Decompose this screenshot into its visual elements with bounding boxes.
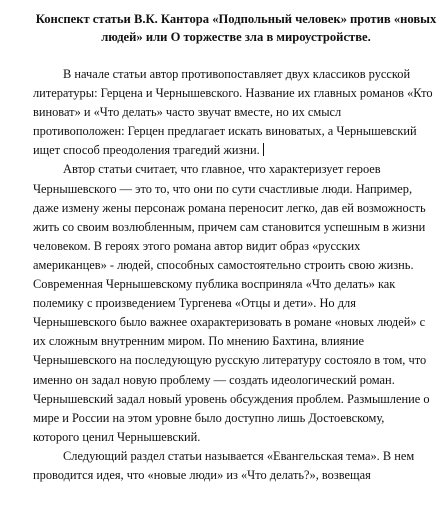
text-line: Чернышевский задал новый уровень обсуждения проблем. Размышление о <box>33 391 430 406</box>
text-line: В начале статьи автор противопоставляет двух классиков русской <box>63 67 411 81</box>
text-line: ищет способ преодоления трагедий жизни. <box>33 143 260 158</box>
text-line: их сложным внутренним миром. По мнению Бахтина, влияние <box>33 334 365 349</box>
paragraph-2[interactable] <box>33 160 439 446</box>
text-line: которого ценил Чернышевский. <box>33 429 201 444</box>
text-line: жить со своим возлюбленным, причем сам становится успешным в жизни <box>33 219 426 234</box>
text-line: Чернышевского было важнее охарактеризовать в романе «новых людей» с <box>33 315 426 330</box>
text-line: мире и России на этом уровне было доступно лишь Достоевскому, <box>33 410 385 425</box>
text-line: Следующий раздел статьи называется «Евангельская тема». В нем <box>63 448 415 463</box>
text-line: американцев» - людей, способных самостоятельно строить свою жизнь. <box>33 257 414 272</box>
paragraph-3[interactable] <box>33 447 439 485</box>
document-title <box>33 10 439 46</box>
title-line: Конспект статьи В.К. Кантора «Подпольный человек» против «новых <box>35 12 437 26</box>
paragraph-1[interactable] <box>33 65 439 160</box>
text-cursor <box>263 143 264 156</box>
text-line: Автор статьи считает, что главное, что характеризует героев <box>63 162 381 177</box>
text-line: полемику с произведением Тургенева «Отцы и дети». Но для <box>33 296 356 311</box>
text-line: Чернышевского на последующую русскую литературу состояло в том, что <box>33 353 427 368</box>
text-line: человеком. В героях этого романа автор видит образ «русских <box>33 238 361 253</box>
text-line: Современная Чернышевскому публика восприняла «Что делать» как <box>33 277 396 292</box>
text-line-with-cursor <box>33 141 439 160</box>
title-line: людей» или О торжестве зла в мироустройстве. <box>101 30 371 44</box>
text-line: проводится идея, что «новые люди» из «Что делать?», возвещая <box>33 467 371 482</box>
text-line: литературы: Герцена и Чернышевского. Название их главных романов «Кто <box>33 86 433 101</box>
text-line: даже измену жены персонаж романа переносит легко, дав ей возможность <box>33 200 426 215</box>
text-line: противоположен: Герцен предлагает искать виноватых, а Чернышевский <box>33 124 417 139</box>
text-line: Чернышевского — это то, что они по сути счастливые люди. Например, <box>33 181 413 196</box>
text-line: виноват» и «Что делать» часто звучат вместе, но их смысл <box>33 105 342 120</box>
text-line: именно он задал новую проблему — создать идеологический роман. <box>33 372 395 387</box>
